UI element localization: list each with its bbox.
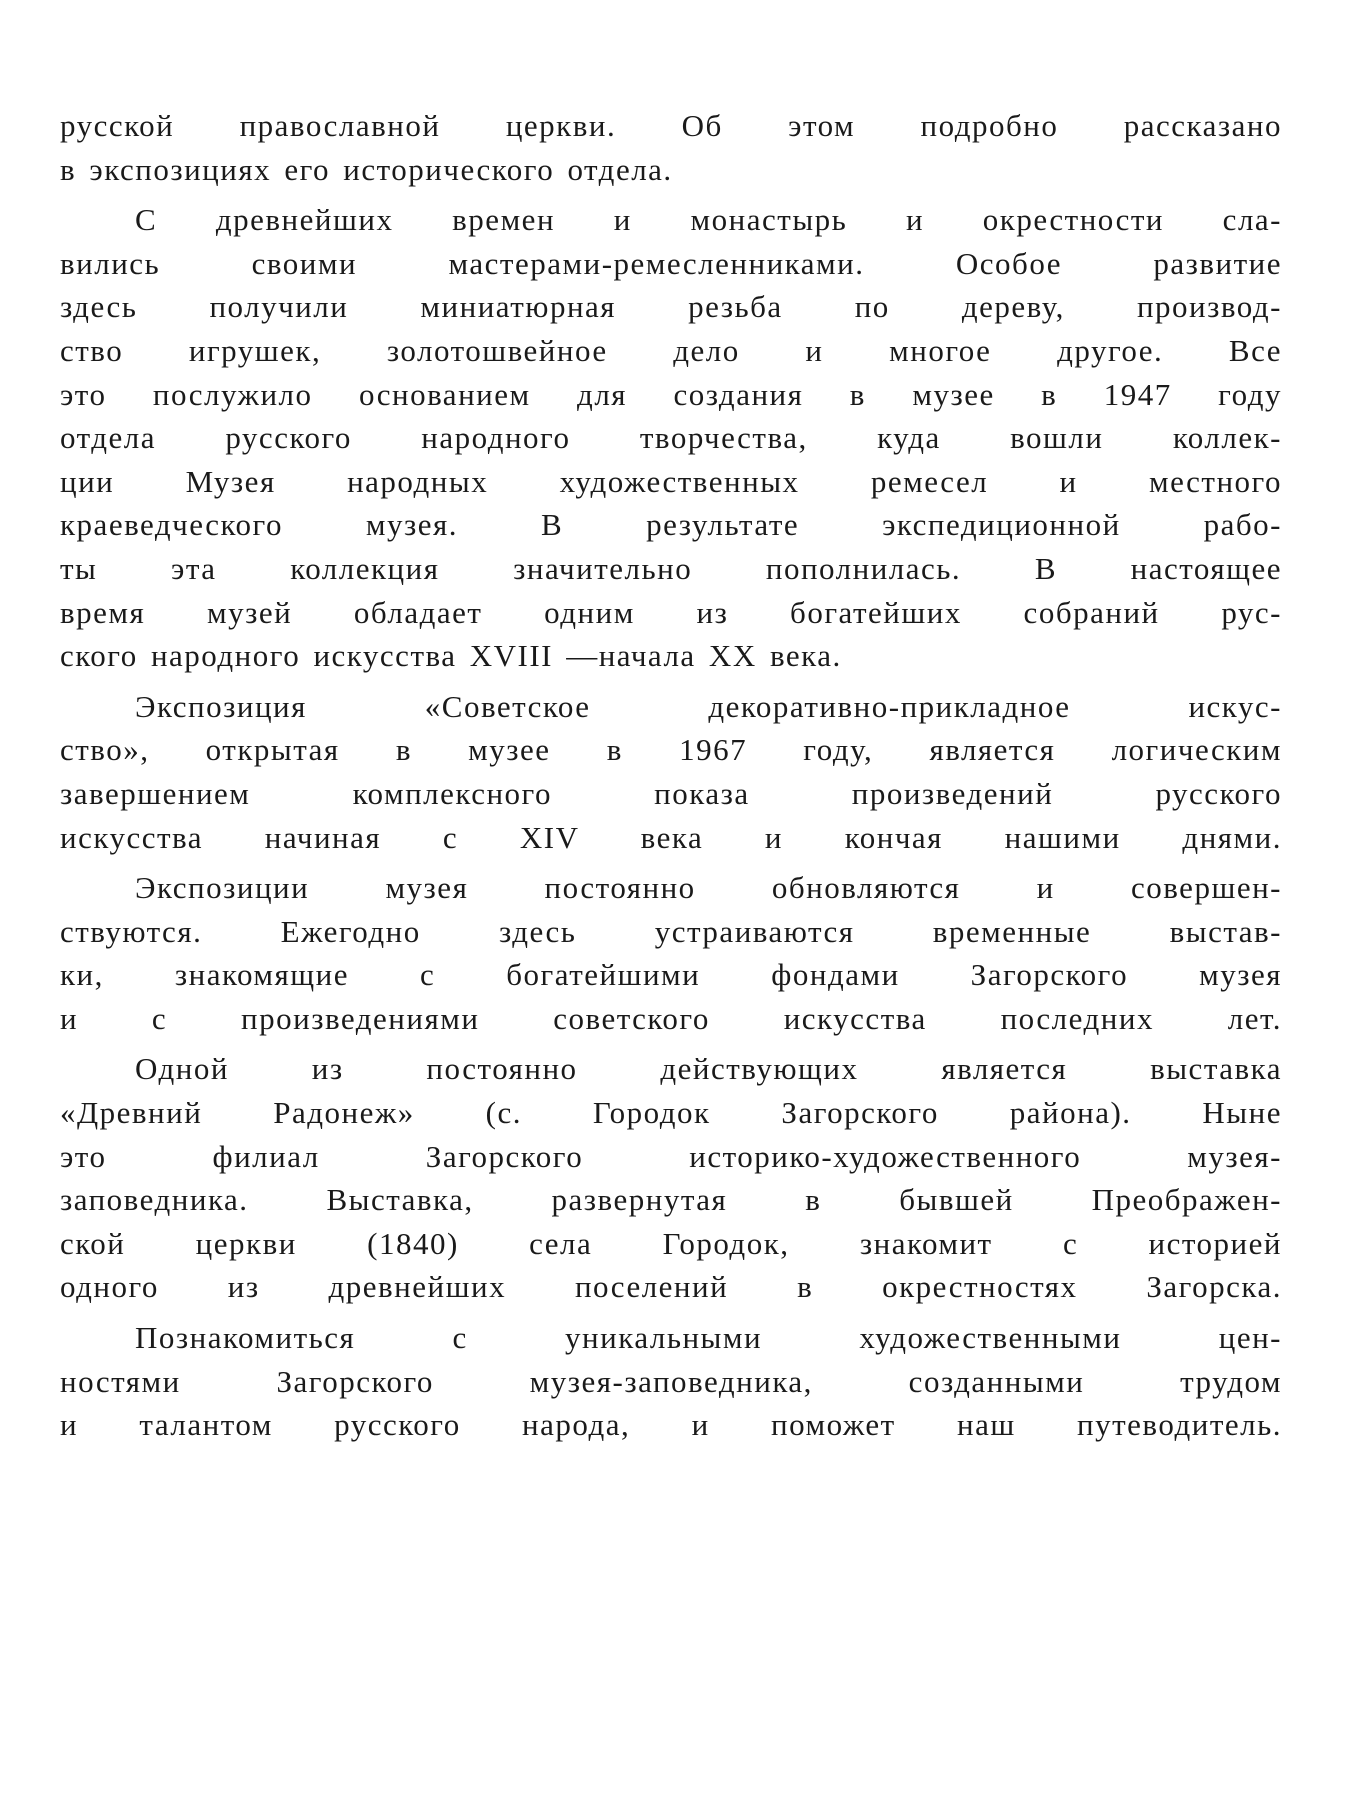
document-page [60, 104, 1282, 1454]
text-line: это послужило основанием для создания в музее в 1947 году [60, 376, 1282, 412]
text-line: С древнейших времен и монастырь и окрестности сла- [135, 202, 1282, 238]
text-line: ностями Загорского музея-заповедника, созданными трудом [60, 1363, 1282, 1399]
text-line: искусства начиная с XIV века и кончая нашими днями. [60, 819, 1282, 855]
text-line: ции Музея народных художественных ремесел и местного [60, 463, 1282, 499]
text-line: ского народного искусства XVIII —начала XX века. [60, 638, 842, 674]
paragraph-3 [60, 685, 1282, 859]
paragraph-1 [60, 104, 1282, 191]
text-line: отдела русского народного творчества, куда вошли коллек- [60, 420, 1282, 456]
text-line: время музей обладает одним из богатейших собраний рус- [60, 594, 1282, 630]
text-line: вились своими мастерами-ремесленниками. Особое развитие [60, 245, 1282, 281]
text-line: ки, знакомящие с богатейшими фондами Загорского музея [60, 957, 1282, 993]
text-line: одного из древнейших поселений в окрестностях Загорска. [60, 1269, 1282, 1305]
text-line: «Древний Радонеж» (с. Городок Загорского района). Ныне [60, 1095, 1282, 1131]
text-line: и талантом русского народа, и поможет наш путеводитель. [60, 1407, 1282, 1443]
text-line: Одной из постоянно действующих является выставка [135, 1051, 1282, 1087]
text-line: Познакомиться с уникальными художественными цен- [135, 1320, 1282, 1356]
text-line: ство игрушек, золотошвейное дело и многое другое. Все [60, 332, 1282, 368]
paragraph-5 [60, 1047, 1282, 1309]
text-line: Экспозиции музея постоянно обновляются и совершен- [135, 870, 1282, 906]
text-line: это филиал Загорского историко-художественного музея- [60, 1138, 1282, 1174]
text-line: ты эта коллекция значительно пополнилась. В настоящее [60, 550, 1282, 586]
paragraph-2 [60, 198, 1282, 678]
text-line: краеведческого музея. В результате экспедиционной рабо- [60, 507, 1282, 543]
text-line: Экспозиция «Советское декоративно-прикладное искус- [135, 688, 1282, 724]
paragraph-4 [60, 866, 1282, 1040]
text-line: ствуются. Ежегодно здесь устраиваются временные выстав- [60, 913, 1282, 949]
text-line: завершением комплексного показа произведений русского [60, 775, 1282, 811]
text-line: ской церкви (1840) села Городок, знакомит с историей [60, 1225, 1282, 1261]
text-line: здесь получили миниатюрная резьба по дереву, производ- [60, 289, 1282, 325]
text-line: заповедника. Выставка, развернутая в бывшей Преображен- [60, 1182, 1282, 1218]
text-line: русской православной церкви. Об этом подробно рассказано [60, 108, 1282, 143]
text-line: в экспозициях его исторического отдела. [60, 151, 673, 187]
text-line: ство», открытая в музее в 1967 году, является логическим [60, 732, 1282, 768]
paragraph-6 [60, 1316, 1282, 1447]
text-line: и с произведениями советского искусства последних лет. [60, 1000, 1282, 1036]
